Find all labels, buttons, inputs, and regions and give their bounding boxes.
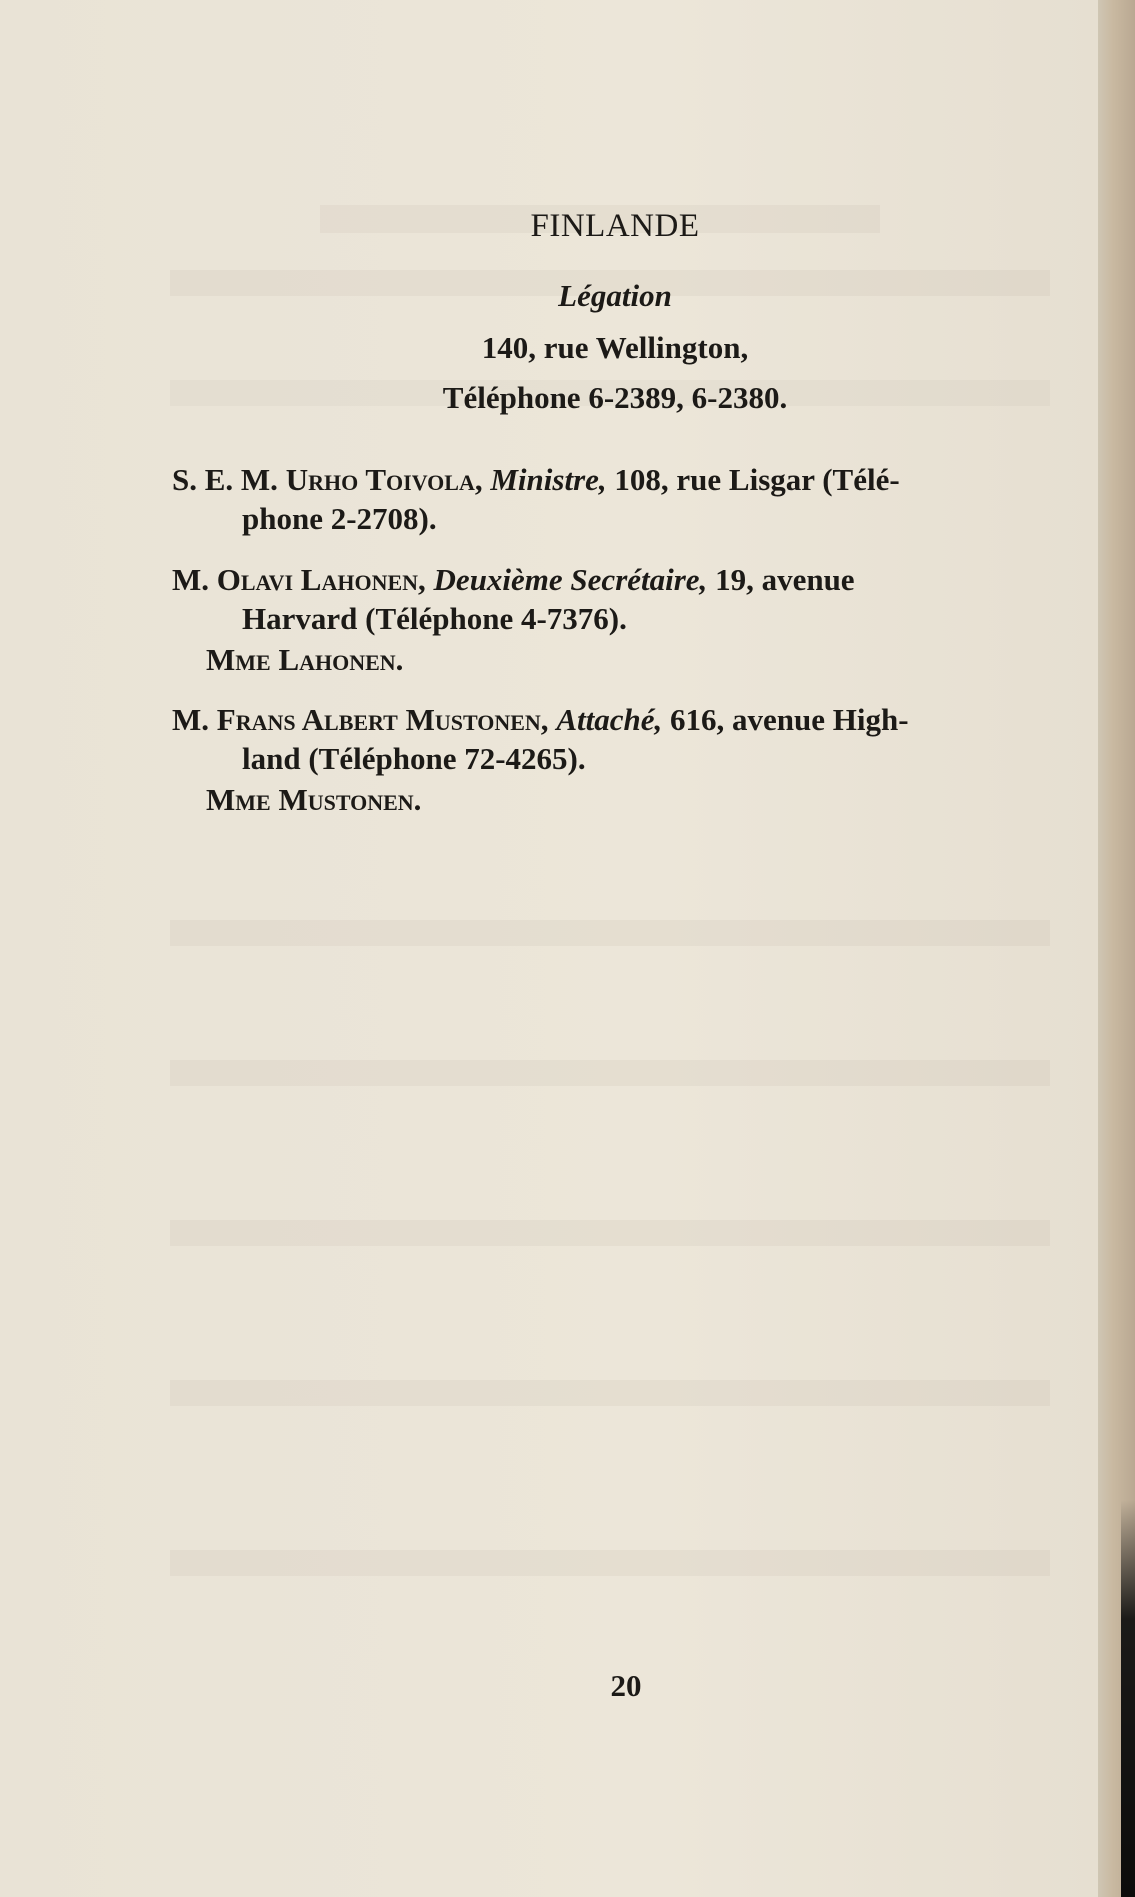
list-item <box>172 560 1082 638</box>
legation-subheading: Légation <box>558 278 672 313</box>
entry-address-continued: land (Téléphone 72-4265). <box>242 741 586 776</box>
list-item <box>172 700 1082 778</box>
bleed-through <box>170 1550 1050 1576</box>
entry-address: 108, rue Lisgar (Télé- <box>614 462 900 497</box>
entry-address: 616, avenue High- <box>669 702 909 737</box>
entry-address: 19, avenue <box>715 562 855 597</box>
bleed-through <box>170 1060 1050 1086</box>
entry-spouse <box>206 780 1116 819</box>
bleed-through <box>170 920 1050 946</box>
legation-address: 140, rue Wellington, <box>481 330 749 365</box>
entry-name: Urho Toivola, <box>285 462 483 497</box>
spouse-name: Mme Lahonen. <box>206 642 404 677</box>
entry-prefix: M. <box>172 702 210 737</box>
entry-name: Frans Albert Mustonen, <box>216 702 549 737</box>
entry-title: Attaché, <box>556 702 663 737</box>
entry-address-continued: Harvard (Téléphone 4-7376). <box>242 601 627 636</box>
entry-name: Olavi Lahonen, <box>216 562 426 597</box>
entry-address-continued: phone 2-2708). <box>242 501 437 536</box>
spouse-name: Mme Mustonen. <box>206 782 422 817</box>
section-heading: FINLANDE <box>530 208 700 244</box>
entry-title: Ministre, <box>490 462 607 497</box>
legation-telephone: Téléphone 6-2389, 6-2380. <box>442 380 788 415</box>
bleed-through <box>170 1220 1050 1246</box>
entry-spouse <box>206 640 1116 679</box>
entry-title: Deuxième Secrétaire, <box>433 562 708 597</box>
entry-prefix: S. E. M. <box>172 462 278 497</box>
bleed-through <box>170 1380 1050 1406</box>
page-number: 20 <box>610 1668 642 1703</box>
list-item <box>172 460 1082 538</box>
entry-prefix: M. <box>172 562 210 597</box>
